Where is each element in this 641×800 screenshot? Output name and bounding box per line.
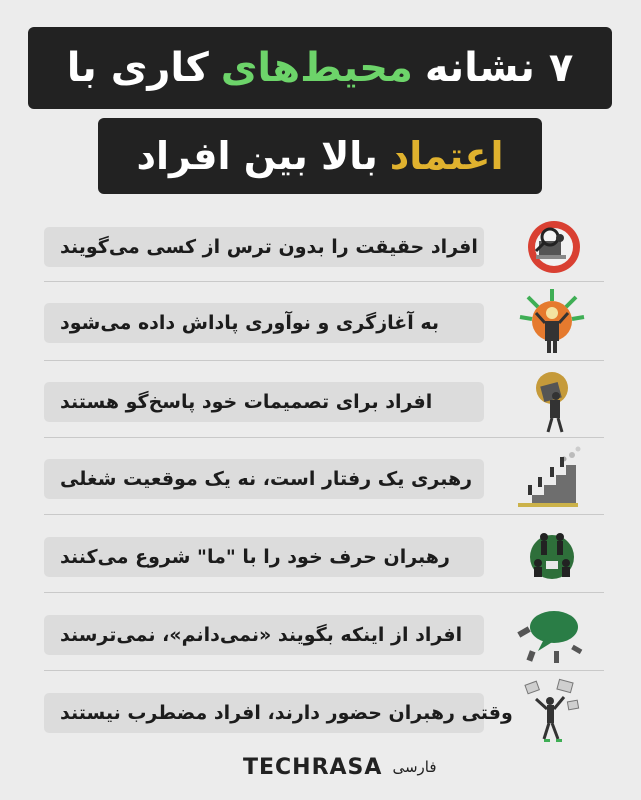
title-line-1-end: کاری با: [66, 45, 209, 91]
list-item-text-box: [44, 459, 484, 499]
list-item-text-box: [44, 227, 484, 267]
title-line-1-start: ۷ نشانه: [424, 45, 574, 91]
divider: [44, 592, 604, 593]
list-item-text-box: [44, 382, 484, 422]
list-item-text-box: [44, 693, 513, 733]
title-line-1: [28, 27, 612, 109]
list-item: [44, 521, 596, 591]
people-climbing-stairs-icon: [514, 443, 586, 513]
list-item-text: به آغازگری و نوآوری پاداش داده می‌شود: [60, 312, 440, 334]
divider: [44, 514, 604, 515]
list-item-text: وقتی رهبران حضور دارند، افراد مضطرب نیستند: [60, 702, 513, 724]
divider: [44, 281, 604, 282]
logo-brand-text: TECHRASA: [243, 754, 383, 780]
divider: [44, 670, 604, 671]
list-item-text: رهبران حرف خود را با "ما" شروع می‌کنند: [60, 546, 450, 568]
logo-language-text: فارسی: [392, 758, 437, 776]
list-item-text-box: [44, 537, 484, 577]
magnifier-laptop-icon: [514, 211, 586, 281]
divider: [44, 437, 604, 438]
title-line-2: [98, 118, 542, 194]
list-item-text: رهبری یک رفتار است، نه یک موقعیت شغلی: [60, 468, 473, 490]
person-carrying-box-icon: [514, 366, 586, 436]
list-item: [44, 677, 596, 747]
divider: [44, 360, 604, 361]
title-highlight-workplaces: محیط‌های: [220, 45, 413, 91]
list-item: [44, 366, 596, 436]
list-item: [44, 443, 596, 513]
brand-logo: [243, 752, 437, 782]
title-line-2-end: بالا بین افراد: [136, 134, 378, 178]
lightbulb-person-icon: [514, 287, 586, 357]
list-item: [44, 599, 596, 669]
list-item-text: افراد از اینکه بگویند «نمی‌دانم»، نمی‌ترسند: [60, 624, 463, 646]
person-flying-papers-icon: [514, 677, 586, 747]
speech-bubble-hands-icon: [514, 599, 586, 669]
list-item: [44, 211, 596, 281]
list-item-text: افراد برای تصمیمات خود پاسخ‌گو هستند: [60, 391, 433, 413]
list-item-text-box: [44, 615, 484, 655]
list-item-text-box: [44, 303, 484, 343]
list-item-text: افراد حقیقت را بدون ترس از کسی می‌گویند: [60, 236, 478, 258]
title-highlight-trust: اعتماد: [389, 134, 504, 178]
list-item: [44, 287, 596, 357]
team-group-icon: [514, 521, 586, 591]
